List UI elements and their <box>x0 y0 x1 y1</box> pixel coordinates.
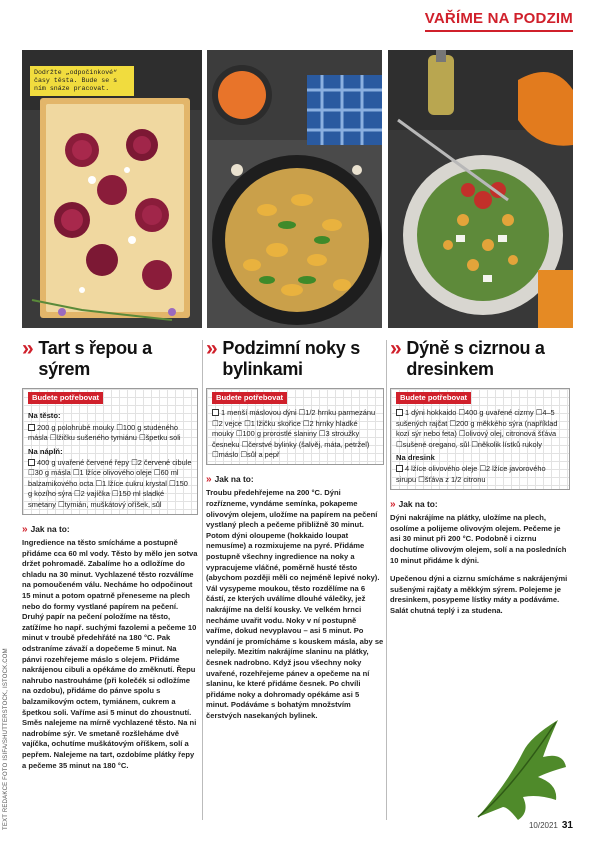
method-heading-text: Jak na to: <box>214 474 254 485</box>
recipe-tart <box>22 338 198 771</box>
method-text <box>206 488 384 721</box>
ingredients-tag: Budete potřebovat <box>396 392 471 404</box>
method-heading <box>206 474 384 485</box>
ingredients-text: 1 dýni hokkaido ☐400 g uvařené cizrny ☐4–5 sušených rajčat ☐200 g měkkého sýra (například kozí sýr nebo feta) ☐olivový olej, citronová šťáva ☐sušené oregano, sůl ☐několik lístků rukoly <box>396 408 558 449</box>
double-chevron-icon: » <box>22 524 28 536</box>
recipe-pumpkin <box>390 338 570 617</box>
column-divider <box>202 340 203 820</box>
method-heading <box>390 499 570 510</box>
section-label: VAŘÍME NA PODZIM <box>425 10 573 32</box>
method-paragraph: Dýni nakrájíme na plátky, uložíme na plech, osolíme a polijeme olivovým olejem. Pečeme je asi 30 minut při 200 °C. Podobně i cizrnu dochutíme olivovým olejem, solí a na posledních 10 minut přidáme k dýni. <box>390 513 567 565</box>
recipe-title-text: Podzimní noky s bylinkami <box>222 338 360 379</box>
recipe-title <box>390 338 570 380</box>
ingredients-list <box>396 408 565 450</box>
ingredients-list <box>396 464 565 485</box>
ingredients-tag: Budete potřebovat <box>28 392 103 404</box>
page-number: 31 <box>561 820 573 831</box>
method-text <box>390 513 570 616</box>
method-paragraph: Ingredience na těsto smícháme a postupně přidáme cca 60 ml vody. Těsto by mělo jen sotva držet pohromadě. Zabalíme ho a odložíme do chladu na 30 minut. Vychlazené těsto rozválíme na pomoučeném válu. Necháme ho odpočinout 15 minut a potom opatrně přeneseme na plech nebo do formy vystlané papírem na pečení. Druhý papír na pečení položíme na těsto, zatížíme ho např. suchými fazolemi a pečeme 10 minut v troubě předehřáté na 180 °C. Pak odstraníme závaží a dopečeme 5 minut. Na pánvi rozehřejeme máslo s olejem. Přidáme nakrájenou cibuli a opékáme do změknutí. Řepu nahrubo nastrouháme (při kolečék si odložíme na ozdobu), přidáme do pánve spolu s balzamikovým octem, tymiánem, cukrem a špetkou soli. Vaříme asi 5 minut do zhoustnutí. Směs nalejeme na mírně vychlazené těsto. Na ni nadrobíme sýr. Ve smetaně rozšleháme dvě vajíčka, ochutíme muškátovým oříškem, solí a pepřem. Nalejeme na tart, ozdobíme plátky řepy a pečeme 35 minut na 180 °C. <box>22 538 198 770</box>
recipe-title <box>22 338 198 380</box>
recipe-title-text: Dýně s cizrnou a dresinkem <box>406 338 545 379</box>
arugula-leaf-image <box>468 712 568 822</box>
recipe-gnocchi <box>206 338 384 722</box>
ingredients-subtitle: Na těsto: <box>28 411 61 421</box>
page-footer <box>529 820 573 831</box>
ingredients-tag: Budete potřebovat <box>212 392 287 404</box>
double-chevron-icon: » <box>390 337 402 360</box>
method-heading <box>22 524 198 535</box>
ingredients-subtitle: Na dresink <box>396 453 435 463</box>
ingredients-box <box>390 388 570 490</box>
ingredients-list <box>28 458 193 510</box>
checkbox-icon <box>28 459 35 466</box>
checkbox-icon <box>396 465 403 472</box>
method-text <box>22 538 198 771</box>
checkbox-icon <box>396 409 403 416</box>
ingredients-box <box>206 388 384 465</box>
ingredients-text: 1 menší máslovou dýni ☐1/2 hrnku parmezánu ☐2 vejce ☐1 lžičku skořice ☐2 hrnky hladké mouky ☐100 g prorostlé slaniny ☐3 stroužky česneku ☐čerstvé bylinky (šalvěj, máta, petržel) ☐máslo ☐sůl a pepř <box>212 408 376 460</box>
ingredients-subtitle: Na náplň: <box>28 446 63 456</box>
ingredients-text: 4 lžíce olivového oleje ☐2 lžíce javorového sirupu ☐šťáva z 1/2 citronu <box>396 464 546 484</box>
checkbox-icon <box>212 409 219 416</box>
column-divider <box>386 340 387 820</box>
recipe-title-text: Tart s řepou a sýrem <box>38 338 152 379</box>
photo-pumpkin-salad <box>388 50 573 328</box>
ingredients-box <box>22 388 198 515</box>
double-chevron-icon: » <box>206 337 218 360</box>
ingredients-list <box>28 423 193 444</box>
ingredients-text: 400 g uvařené červené řepy ☐2 červené cibule ☐30 g másla ☐1 lžíce olivového oleje ☐60 ml balzamikového octa ☐1 lžíce cukru krystal ☐150 g kozího sýra ☐2 vajíčka ☐150 ml sladké smetany ☐tymián, muškátový oříšek, sůl <box>28 458 192 509</box>
issue-number: 10/2021 <box>528 821 558 830</box>
method-heading-text: Jak na to: <box>398 499 438 510</box>
photo-credit: TEXT REDAKCE FOTO ISIFA/SHUTTERSTOCK, ISTOCK.COM <box>3 648 9 830</box>
recipe-title <box>206 338 384 380</box>
checkbox-icon <box>28 424 35 431</box>
photo-gnocchi <box>207 50 382 328</box>
ingredients-list <box>212 408 379 460</box>
double-chevron-icon: » <box>390 499 396 511</box>
method-paragraph: Upečenou dýni a cizrnu smícháme s nakrájenými sušenými rajčaty a měkkým sýrem. Polejeme je dresinkem, posypeme lístky máty a podáváme. Salát chutná teplý i za studena. <box>390 574 568 615</box>
method-heading-text: Jak na to: <box>30 524 70 535</box>
double-chevron-icon: » <box>22 337 34 360</box>
double-chevron-icon: » <box>206 474 212 486</box>
photo-note: Dodržte „odpočinkové“ časy těsta. Bude se s ním snáze pracovat. <box>30 66 134 96</box>
ingredients-text: 200 g polohrubé mouky ☐100 g studeného másla ☐lžičku sušeného tymiánu ☐špetku soli <box>28 422 181 443</box>
method-paragraph: Troubu předehřejeme na 200 °C. Dýni rozřízneme, vyndáme semínka, pokapeme olivovým olejem, uložíme na papírem na pečení vystlaný plech a pečeme přibližně 30 minut. Potom dýni oloupeme (hokkaido loupat nemusíme) a rozmixujeme na pyré. Přidáme postupně všechny ingredience na noky a vypracujeme vláčné, poměrně husté těsto (abychom později měli co nejméně lepivé noky). Vál vysypeme moukou, těsto rozdělíme na 6 částí, ze kterých uválíme dlouhé válečky, jež nakrájíme na delší kousky. Ve velkém hrnci necháme uvařit vodu. Noky v ní postupně vaříme, dokud nevyplavou – asi 5 minut. Po vyndání je promícháme s kouskem másla, aby se nelepily. Mezitím nakrájíme slaninu na plátky, česnek nadrobno. Když jsou všechny noky uvařené, rozehřejeme pánev a opečeme na ní slaninu, ke které přidáme česnek. Po chvíli přidáme noky a dohromady opékáme asi 5 minut. Podáváme s bohatým množstvím čerstvých nasekaných bylinek. <box>206 488 384 720</box>
